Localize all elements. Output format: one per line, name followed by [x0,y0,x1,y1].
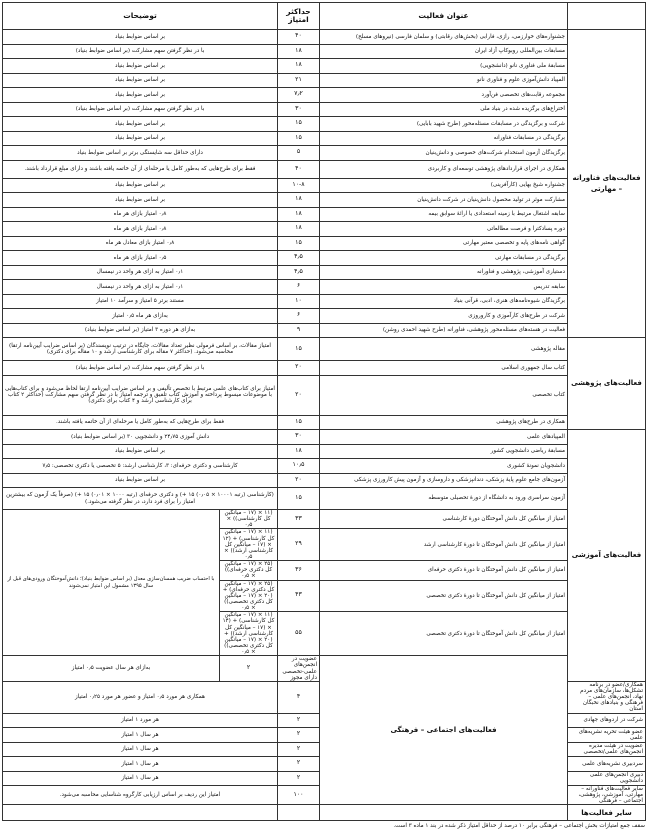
note-cell: بر اساس ضوابط بنیاد [3,117,278,132]
points-cell: ۷٫۲ [278,88,320,103]
activity-cell: مسابقهٔ ریاضی دانشجویی کشور [320,444,568,459]
note-cell: بر اساس ضوابط بنیاد [3,73,278,88]
points-cell: ۲۹ [278,529,320,561]
points-cell: ۴۰ [278,30,320,45]
activity-cell: امتیاز از میانگین کل دانش آموختگان دورهٔ کارشناسی [320,510,568,529]
points-cell: ۱۸ [278,207,320,222]
activity-cell: همکاری در اجرای قراردادهای پژوهشی توسعه‌ای و کاربردی [320,160,568,178]
category-tech: فعالیت‌های فناورانه – مهارتی [568,30,646,338]
activity-cell: شرکت در طرح‌های کارآموزی و کاروروزی [320,309,568,324]
points-cell: ۹ [278,323,320,338]
note-cell: بر اساس ضوابط بنیاد [3,30,278,45]
table-row [3,488,646,510]
points-cell: ۲ [278,713,320,728]
note-cell: دانش آموزی ۲۴٫۷۵ و دانشجویی ۳۰ (بر اساس ضوابط بنیاد) [3,430,278,445]
table-row [3,44,646,59]
note-cell: به‌ازای هر دوره ۳ امتیاز (بر اساس ضوابط بنیاد) [3,323,278,338]
note-cell: کارشناسی و دکتری حرفه‌ای: ۳، کارشناسی ارشد: ۵ تخصصی یا دکتری تخصصی: ۷٫۵ [3,459,278,474]
table-row [3,88,646,103]
activity-cell: برگزیدگان شیوه‌نامه‌های هنری، ادبی، قرآنی بنیاد [320,294,568,309]
note-cell: ۰٫۱ امتیاز به ازای هر واحد در نیمسال [3,280,278,295]
table-row [3,251,646,266]
activity-cell: سردبیری نشریه‌های علمی [568,757,646,772]
points-cell: ۲ [278,771,320,786]
category-social: فعالیت‌های اجتماعی – فرهنگی [320,656,568,805]
points-cell: ۲۱ [278,73,320,88]
note-cell: ۰٫۱ امتیاز به ازای هر واحد در نیمسال [3,265,278,280]
activity-cell: برگزیدگی در مسابقات فناورانه [320,131,568,146]
activity-cell: همکاری/عضو در برنامه تشکل‌ها، سازمان‌های مردم نهاد، انجمن‌های علمی – فرهنگی و بنیادهای نخبگان استان [568,681,646,713]
note-cell: بر اساس ضوابط بنیاد [3,193,278,208]
table-row [3,473,646,488]
table-row [3,444,646,459]
table-row [3,415,646,430]
note-cell: بر اساس ضوابط بنیاد [3,88,278,103]
table-row [3,222,646,237]
col-points-header: حداکثر امتیاز [278,3,320,30]
activity-cell: امتیاز از میانگین کل دانش آموختگان تا دورهٔ دکتری تخصصی [320,612,568,656]
activity-cell: شرکت و برگزیدگی در مسابقات مسئله‌محور (طرح شهید بابایی) [320,117,568,132]
points-cell: ۲ [278,742,320,757]
note-cell: بر اساس ضوابط بنیاد [3,473,278,488]
points-cell: ۱۵ [278,338,320,361]
table-row [3,102,646,117]
activity-cell: همکاری در طرح‌های پژوهشی [320,415,568,430]
activity-cell: مسابقات بین‌المللی روبوکاپ آزاد ایران [320,44,568,59]
table-row [3,280,646,295]
activity-cell: سابقه اشتغال مرتبط با زمینه استعدادی یا ارائهٔ سوابق بیمه [320,207,568,222]
activity-cell: عضو هیئت تحریه نشریه‌های علمی [568,728,646,743]
table-row [3,146,646,161]
activity-cell: امتیاز از میانگین کل دانش آموختگان تا دورهٔ دکتری حرفه‌ای [320,561,568,580]
note-cell: (کارشناسی (رتبه ۱۰۰۰۱ × ۰٫۰۵) ۱۵ +) و دکتری حرفه‌ای (رتبه ۱۰۰۰ × ۰٫۰۱) ۱۵ +) (صرفاً یک آزمون که بیشترین امتیاز را برای فرد دارد، در نظر گرفته می‌شود.) [3,488,278,510]
points-cell: ۴٫۵ [278,265,320,280]
table-row [3,193,646,208]
table-row [3,117,646,132]
category-other: سایر فعالیت‌ها [568,805,646,821]
col-notes-header: توضیحات [3,3,278,30]
note-cell: با در نظر گرفتن سهم مشارکت (بر اساس ضوابط بنیاد) [3,102,278,117]
table-row [3,178,646,193]
note-cell: دارای حداقل سه شایستگی برتر بر اساس ضوابط بنیاد [3,146,278,161]
note-cell: ۰٫۸ امتیاز بازای هر ماه [3,222,278,237]
points-cell: ۵ [278,146,320,161]
activity-cell: امتیاز از میانگین کل دانش آموختگان تا دورهٔ کارشناسی ارشد [320,529,568,561]
points-cell: ۶ [278,280,320,295]
activity-cell: آزمون‌های جامع علوم پایهٔ پزشکی، دندانپزشکی و داروسازی و آزمون پیش کارورزی پزشکی [320,473,568,488]
header-row [3,3,646,30]
table-row [3,430,646,445]
activity-cell: شرکت در اردوهای جهادی [568,713,646,728]
activity-cell: آزمون سراسری ورود به دانشگاه از دورهٔ تحصیلی متوسطه [320,488,568,510]
points-cell: ۲ [278,728,320,743]
table-row [3,207,646,222]
points-cell: ۶ [278,309,320,324]
note-cell: (۲۵ × (۱۷ – میانگین کل دکتری حرفه‌ای)) × ۰٫۵ [220,561,278,580]
activity-cell: مشارکت موثر در تولید محصول دانش‌بنیان در شرکت دانش‌بنیان [320,193,568,208]
note-cell: (۱۱ × (۱۷ – میانگین کل کارشناسی) + (۱۴ × (۱۷ – میانگین کل کارشناسی ارشد)) + (۲۰ × (۱۷ – میانگین کل دکتری تخصصی)) × ۰٫۵ [220,612,278,656]
points-cell: ۳۶ [278,561,320,580]
table-row [3,309,646,324]
note-cell: بر اساس ضوابط بنیاد [3,444,278,459]
activity-cell: کتاب تخصصی [320,375,568,415]
points-cell: ۱۰۰ [278,786,320,805]
points-cell: ۴ [278,681,320,713]
activity-cell: جشنواره‌های خوارزمی، رازی، فارابی (بخش‌های رقابتی) و سلمان فارسی (نیروهای مسلح) [320,30,568,45]
note-cell [3,805,278,821]
points-cell: ۴۳ [278,580,320,612]
activity-cell: دوره پسادکترا و فرصت مطالعاتی [320,222,568,237]
table-row [3,59,646,74]
activity-cell: اختراع‌های برگزیده شده در بنیاد ملی [320,102,568,117]
activity-cell: مقاله پژوهشی [320,338,568,361]
note-cell: به‌ازای هر سال عضویت ۰٫۵ امتیاز [3,656,220,682]
points-cell: ۱۸ [278,444,320,459]
activity-cell: سابقه تدریس [320,280,568,295]
points-cell: ۱۵ [278,117,320,132]
points-cell: ۲ [220,656,278,682]
points-cell: ۱۵ [278,488,320,510]
points-cell: ۱۵ [278,415,320,430]
note-cell: ۰٫۸ امتیاز بازای هر ماه [3,207,278,222]
table-row [3,323,646,338]
gpa-side-note: با احتساب ضریب همسان‌سازی معدل (بر اساس ضوابط بنیاد)؛ دانش‌آموختگان ورودی‌های قبل از سال ۱۳۹۵ مشمول این امتیاز نمی‌شوند [3,510,220,656]
note-cell: مستند برتر ۵ امتیاز و سرآمد ۱۰ امتیاز [3,294,278,309]
activity-cell: عضویت در هیئت مدیره انجمن‌های علمی/تخصصی [568,742,646,757]
table-row [3,805,646,821]
note-cell: بر اساس ضوابط بنیاد [3,59,278,74]
table-row [3,160,646,178]
table-row [3,236,646,251]
note-cell: فقط برای طرح‌هایی که به‌طور کامل یا مرحله‌ای از آن خاتمه یافته باشند. [3,415,278,430]
table-row [3,30,646,45]
activity-cell: فعالیت در هسته‌های مسئله‌محور پژوهشی، فناورانه (طرح شهید احمدی روشن) [320,323,568,338]
points-cell: ۳۰ [278,430,320,445]
category-education: فعالیت‌های آموزشی [568,430,646,682]
note-cell: بر اساس ضوابط بنیاد [3,131,278,146]
note-cell: هر سال ۱ امتیاز [3,742,278,757]
note-cell: امتیاز مقالات، بر اساس فرمولی نظیر تعداد مقالات، جایگاه در ترتیب نویسندگان (بر اساس ضرایب آیین‌نامه ارتقا) محاسبه می‌شود. (حداکثر ۷ مقاله برای کارشناسی ارشد و ۱۰ مقاله برای دکتری) [3,338,278,361]
points-cell: ۵۵ [278,612,320,656]
note-cell: هر سال ۱ امتیاز [3,757,278,772]
note-cell: با در نظر گرفتن سهم مشارکت (بر اساس ضوابط بنیاد) [3,361,278,376]
note-cell: با در نظر گرفتن سهم مشارکت (بر اساس ضوابط بنیاد) [3,44,278,59]
activity-cell: مسابقهٔ ملی فناوری نانو (دانشجویی) [320,59,568,74]
table-row [3,361,646,376]
points-cell: ۲۰ [278,361,320,376]
table-row [3,73,646,88]
note-cell: (۱۱ × (۱۷ – میانگین کل کارشناسی)) × ۰٫۵ [220,510,278,529]
activity-cell: سایر فعالیت‌های فناورانه – مهارتی، آموزشی، پژوهشی، اجتماعی – فرهنگی [568,786,646,805]
category-research: فعالیت‌های پژوهشی [568,338,646,430]
table-row [3,294,646,309]
points-cell: ۱۸ [278,193,320,208]
activity-cell: برگزیدگی در مسابقات مهارتی [320,251,568,266]
note-cell: فقط برای طرح‌هایی که به‌طور کامل یا مرحله‌ای از آن خاتمه یافته باشند و دارای مبلغ قرارداد باشند. [3,160,278,178]
activity-cell: دبیری انجمن‌های علمی دانشجویی [568,771,646,786]
note-cell: امتیاز این ردیف بر اساس ارزیابی کارگروه شناسایی محاسبه می‌شود. [3,786,278,805]
points-cell: ۱۰ [278,294,320,309]
points-cell: ۲۰ [278,375,320,415]
col-activity-header: عنوان فعالیت [320,3,568,30]
note-cell: بر اساس ضوابط بنیاد [3,178,278,193]
points-cell: ۳۰ [278,102,320,117]
activity-cell: دستیاری آموزشی، پژوهشی و فناورانه [320,265,568,280]
points-cell: ۱۸ [278,44,320,59]
points-cell: ۱۵ [278,131,320,146]
note-cell: هر سال ۱ امتیاز [3,728,278,743]
activity-cell: عضویت در انجمن‌های علمی-تخصصی دارای مجوز [278,656,320,682]
activity-cell: جشنواره شیخ بهایی (کارآفرینی) [320,178,568,193]
activity-cell: دانشجویان نمونهٔ کشوری [320,459,568,474]
note-cell: (۱۱ × (۱۷ – میانگین کل کارشناسی) + (۱۲ × (۱۷ – میانگین کل کارشناسی ارشد)) × ۰٫۵ [220,529,278,561]
table-row [3,131,646,146]
note-cell: امتیاز برای کتاب‌های علمی مرتبط با تخصص تألیفی و بر اساس ضرایب آیین‌نامه ارتقا لحاظ می‌شود و برای کتاب‌هایی با موضوعات میسوط پرداخته و آموزش کتاب تلفیق و ترجمه امتیاز با در نظر گرفتن سهم مشارکت (حداکثر ۲ کتاب برای کارشناسی ارشد و ۴ کتاب برای دکتری) [3,375,278,415]
criteria-table [2,2,646,821]
col-empty-header [568,3,646,30]
points-cell: ۲ [278,757,320,772]
points-cell: ۳۳ [278,510,320,529]
note-cell: هر مورد ۱ امتیاز [3,713,278,728]
activity-cell: برگزیدگان آزمون استخدام شرکت‌های خصوصی و دانش‌بنیان [320,146,568,161]
table-row [3,510,646,529]
activity-cell: المپیاد دانش‌آموزی علوم و فناوری نانو [320,73,568,88]
points-cell: ۱۸ [278,59,320,74]
note-cell: ۰٫۸ امتیاز بازای معادل هر ماه [3,236,278,251]
note-cell: به‌ازای هر ماه ۰٫۵ امتیاز [3,309,278,324]
table-row [3,656,646,682]
activity-cell [320,805,568,821]
activity-cell: گواهی نامه‌های پایه و تخصصی معتبر مهارتی [320,236,568,251]
activity-cell: المپیادهای علمی [320,430,568,445]
page [2,2,648,829]
table-row [3,459,646,474]
points-cell: ۲۰ [278,473,320,488]
table-row [3,338,646,361]
points-cell [278,805,320,821]
points-cell: ۱۰٫۵ [278,459,320,474]
activity-cell: مجموعه رقابت‌های تخصصی فن‌آورد [320,88,568,103]
note-cell: هر سال ۱ امتیاز [3,771,278,786]
note-cell: همکاری هر مورد ۰٫۵ امتیاز و عضور هر مورد ۰٫۲۵ امتیاز [3,681,278,713]
points-cell: ۱۰-۸ [278,178,320,193]
table-row [3,265,646,280]
points-cell: ۱۸ [278,222,320,237]
points-cell: ۴٫۵ [278,251,320,266]
activity-cell: کتاب سال جمهوری اسلامی [320,361,568,376]
table-footnote: سقف جمع امتیازات بخش اجتماعی – فرهنگی برابر ۱۰ درصد از حداقل امتیاز ذکر شده در بند ۱ ماده ۳ است. [393,823,645,829]
points-cell: ۴۰ [278,160,320,178]
note-cell: (۲۵ × (۱۷ – میانگین کل دکتری حرفه‌ای) + (۲۰ × (۱۷ – میانگین کل دکتری تخصصی)) × ۰٫۵ [220,580,278,612]
table-row [3,375,646,415]
points-cell: ۱۵ [278,236,320,251]
activity-cell: امتیاز از میانگین کل دانش آموختگان تا دورهٔ دکتری تخصصی [320,580,568,612]
note-cell: ۰٫۵ امتیاز بازای هر ماه [3,251,278,266]
